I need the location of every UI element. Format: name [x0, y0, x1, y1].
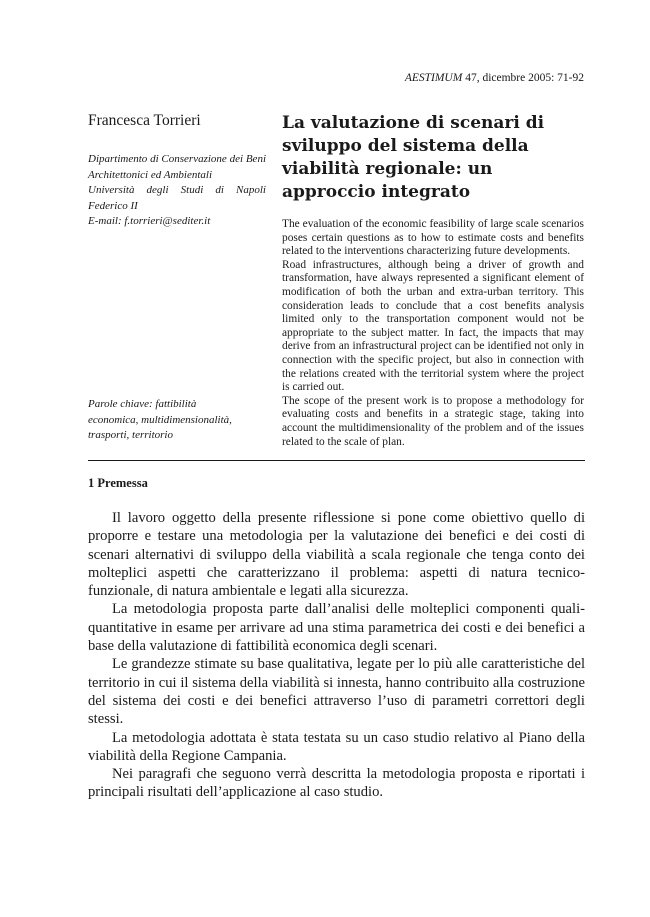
section-divider [88, 460, 585, 461]
journal-citation: 47, dicembre 2005: 71-92 [462, 72, 584, 84]
keywords: Parole chiave: fattibilità economica, multidimensionalità, trasporti, territorio [88, 398, 232, 441]
section-body [88, 509, 585, 802]
affiliation-email: E-mail: f.torrieri@sediter.it [88, 215, 211, 227]
running-head [405, 72, 584, 84]
abstract-paragraph: The evaluation of the economic feasibility of large scale scenarios poses certain questions as to how to estimate costs and benefits related to the interventions characterizing future developments. [282, 218, 584, 258]
affiliation-university: Università degli Studi di Napoli Federico II [88, 184, 266, 212]
abstract [282, 218, 584, 449]
abstract-paragraph: The scope of the present work is to propose a methodology for evaluating costs and benefits in a strategic stage, taking into account the multidimensionality of the problem and of the issues related to the scale of plan. [282, 394, 584, 448]
author-column [88, 112, 266, 230]
body-paragraph: La metodologia adottata è stata testata su un caso studio relativo al Piano della viabilità della Regione Campania. [88, 729, 585, 764]
body-paragraph: Le grandezze stimate su base qualitativa, legate per lo più alle caratteristiche del territorio in cui il sistema della viabilità si innesta, hanno contribuito alla costruzione del sistema dei costi e dei benefici attraverso l’uso di parametri correttori degli stessi. [88, 656, 585, 728]
author-affiliation [88, 152, 266, 230]
journal-name: AESTIMUM [404, 72, 463, 84]
author-name: Francesca Torrieri [88, 112, 201, 129]
article-title: La valutazione di scenari di sviluppo del sistema della viabilità regionale: un approccio integrato [282, 113, 545, 202]
affiliation-department: Dipartimento di Conservazione dei Beni Architettonici ed Ambientali [88, 153, 266, 181]
title-abstract-column [282, 112, 584, 449]
body-paragraph: Nei paragrafi che seguono verrà descritta la metodologia proposta e riportati i principali risultati dell’applicazione al caso studio. [88, 766, 585, 801]
abstract-paragraph: Road infrastructures, although being a driver of growth and transformation, have always represented a significant element of modification of both the urban and extra-urban territory. This consideration leads to conclude that a cost benefits analysis limited only to the transportation component would not be appropriate to the subject matter. In fact, the impacts that may derive from an infrastructural project can be identified not only in connection with the specific project, but also in connection with the relations created with the territorial system where the project is carried out. [282, 258, 584, 394]
body-paragraph: La metodologia proposta parte dall’analisi delle molteplici componenti quali-quantitative in esame per arrivare ad una stima parametrica dei costi e dei benefici a base della valutazione di fattibilità economica degli scenari. [88, 601, 585, 655]
section-heading: 1 Premessa [88, 476, 148, 490]
body-paragraph: Il lavoro oggetto della presente riflessione si pone come obiettivo quello di proporre e testare una metodologia per la valutazione dei benefici e dei costi di scenari alternativi di sviluppo della viabilità a scala regionale che tenga conto dei molteplici aspetti che caratterizzano il problema: aspetti di natura tecnico-funzionale, di natura ambientale e legati alla sicurezza. [88, 510, 585, 600]
